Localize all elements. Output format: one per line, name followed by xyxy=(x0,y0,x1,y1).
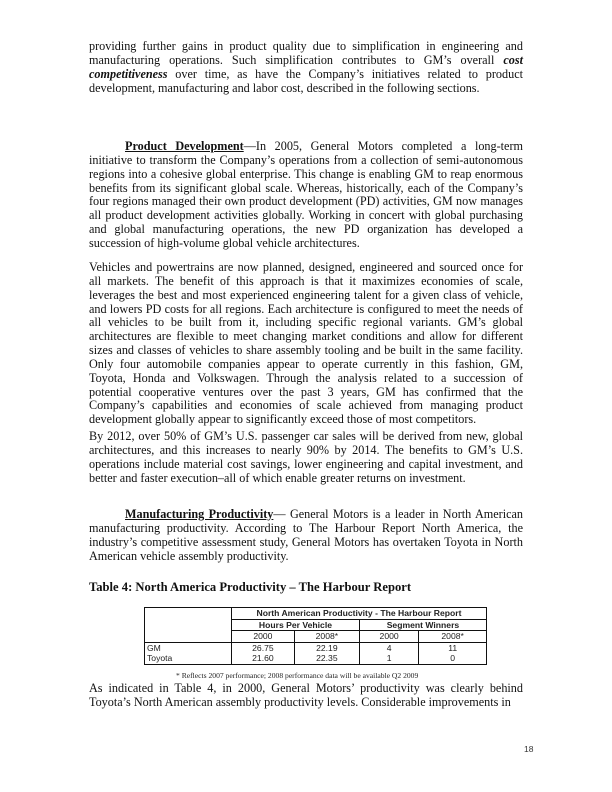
table-cell: 26.75 xyxy=(232,642,295,653)
paragraph-global-architectures xyxy=(89,430,523,485)
productivity-table xyxy=(144,607,487,665)
paragraph-manufacturing-productivity xyxy=(89,508,523,563)
table-corner-cell xyxy=(145,608,232,643)
paragraph-text: As indicated in Table 4, in 2000, General Motors’ productivity was clearly behind Toyota’s North American assembly productivity levels. Considerable improvements in xyxy=(89,681,523,709)
heading-manufacturing-productivity: Manufacturing Productivity xyxy=(125,507,274,521)
page-number: 18 xyxy=(524,744,534,754)
table-row xyxy=(145,653,487,664)
row-label: Toyota xyxy=(145,653,232,664)
year-header: 2000 xyxy=(232,631,295,643)
row-label: GM xyxy=(145,642,232,653)
paragraph-text: —In 2005, General Motors completed a long-term initiative to transform the Company’s operations from a collection of semi-autonomous regions into a cohesive global enterprise. This change is enabling GM to reap enormous benefits from its significant global scale. Whereas, historically, each of the Company’s four regions managed their own product development (PD) activities, GM now manages all product development activities globally. Working in concert with global purchasing and global manufacturing operations, the new PD organization has developed a succession of high-volume global vehicle architectures. xyxy=(89,139,523,250)
paragraph-text: By 2012, over 50% of GM’s U.S. passenger car sales will be derived from new, global architectures, and this increases to nearly 90% by 2014. The benefits to GM’s U.S. operations include material cost savings, lower engineering and capital investment, and better and faster execution–all of which enable greater returns on investment. xyxy=(89,429,523,485)
paragraph-text: providing further gains in product quality due to simplification in engineering and manufacturing operations. Such simplification contributes to GM’s overall xyxy=(89,39,523,67)
table-footnote: * Reflects 2007 performance; 2008 performance data will be available Q2 2009 xyxy=(176,671,419,680)
table-cell: 0 xyxy=(419,653,487,664)
year-header: 2000 xyxy=(359,631,418,643)
year-header: 2008* xyxy=(294,631,359,643)
table-cell: 22.35 xyxy=(294,653,359,664)
group-segment-winners: Segment Winners xyxy=(359,619,486,631)
table-cell: 11 xyxy=(419,642,487,653)
table-cell: 4 xyxy=(359,642,418,653)
paragraph-text: over time, as have the Company’s initiatives related to product development, manufacturing and labor cost, described in the following sections. xyxy=(89,66,523,95)
table-cell: 22.19 xyxy=(294,642,359,653)
table-cell: 1 xyxy=(359,653,418,664)
year-header: 2008* xyxy=(419,631,487,643)
paragraph-simplification xyxy=(89,40,523,95)
paragraph-table-discussion xyxy=(89,682,523,710)
table-row xyxy=(145,642,487,653)
table-title: Table 4: North America Productivity – The Harbour Report xyxy=(89,580,412,594)
paragraph-product-development xyxy=(89,140,523,251)
table-cell: 21.60 xyxy=(232,653,295,664)
table-header-row xyxy=(145,608,487,620)
emphasis-cost-competitiveness: cost competitiveness xyxy=(89,52,523,81)
paragraph-vehicles-powertrains xyxy=(89,261,523,427)
group-hours-per-vehicle: Hours Per Vehicle xyxy=(232,619,360,631)
paragraph-text: Vehicles and powertrains are now planned, designed, engineered and sourced once for all markets. The benefit of this approach is that it maximizes economies of scale, leverages the best and most experienced engineering talent for a given class of vehicle, and lowers PD costs for all regions. Each architecture is configured to meet the needs of all vehicles to be built from it, including specific regional variants. GM’s global architectures are flexible to meet changing market conditions and allow for different sizes and classes of vehicles to share assembly tooling and be built in the same facility. Only four automobile companies appear to operate currently in this fashion, GM, Toyota, Honda and Volkswagen. Through the analysis related to a succession of potential cooperative ventures over the past 3 years, GM has confirmed that the Company’s capabilities and economies of scale achieved from managing product development globally appear to significantly exceed those of most competitors. xyxy=(89,260,523,427)
heading-product-development: Product Development xyxy=(125,139,244,153)
paragraph-text: — General Motors is a leader in North American manufacturing productivity. According to The Harbour Report North America, the industry’s competitive assessment study, General Motors has overtaken Toyota in North American vehicle assembly productivity. xyxy=(89,507,523,563)
table-super-header: North American Productivity - The Harbour Report xyxy=(232,608,487,620)
